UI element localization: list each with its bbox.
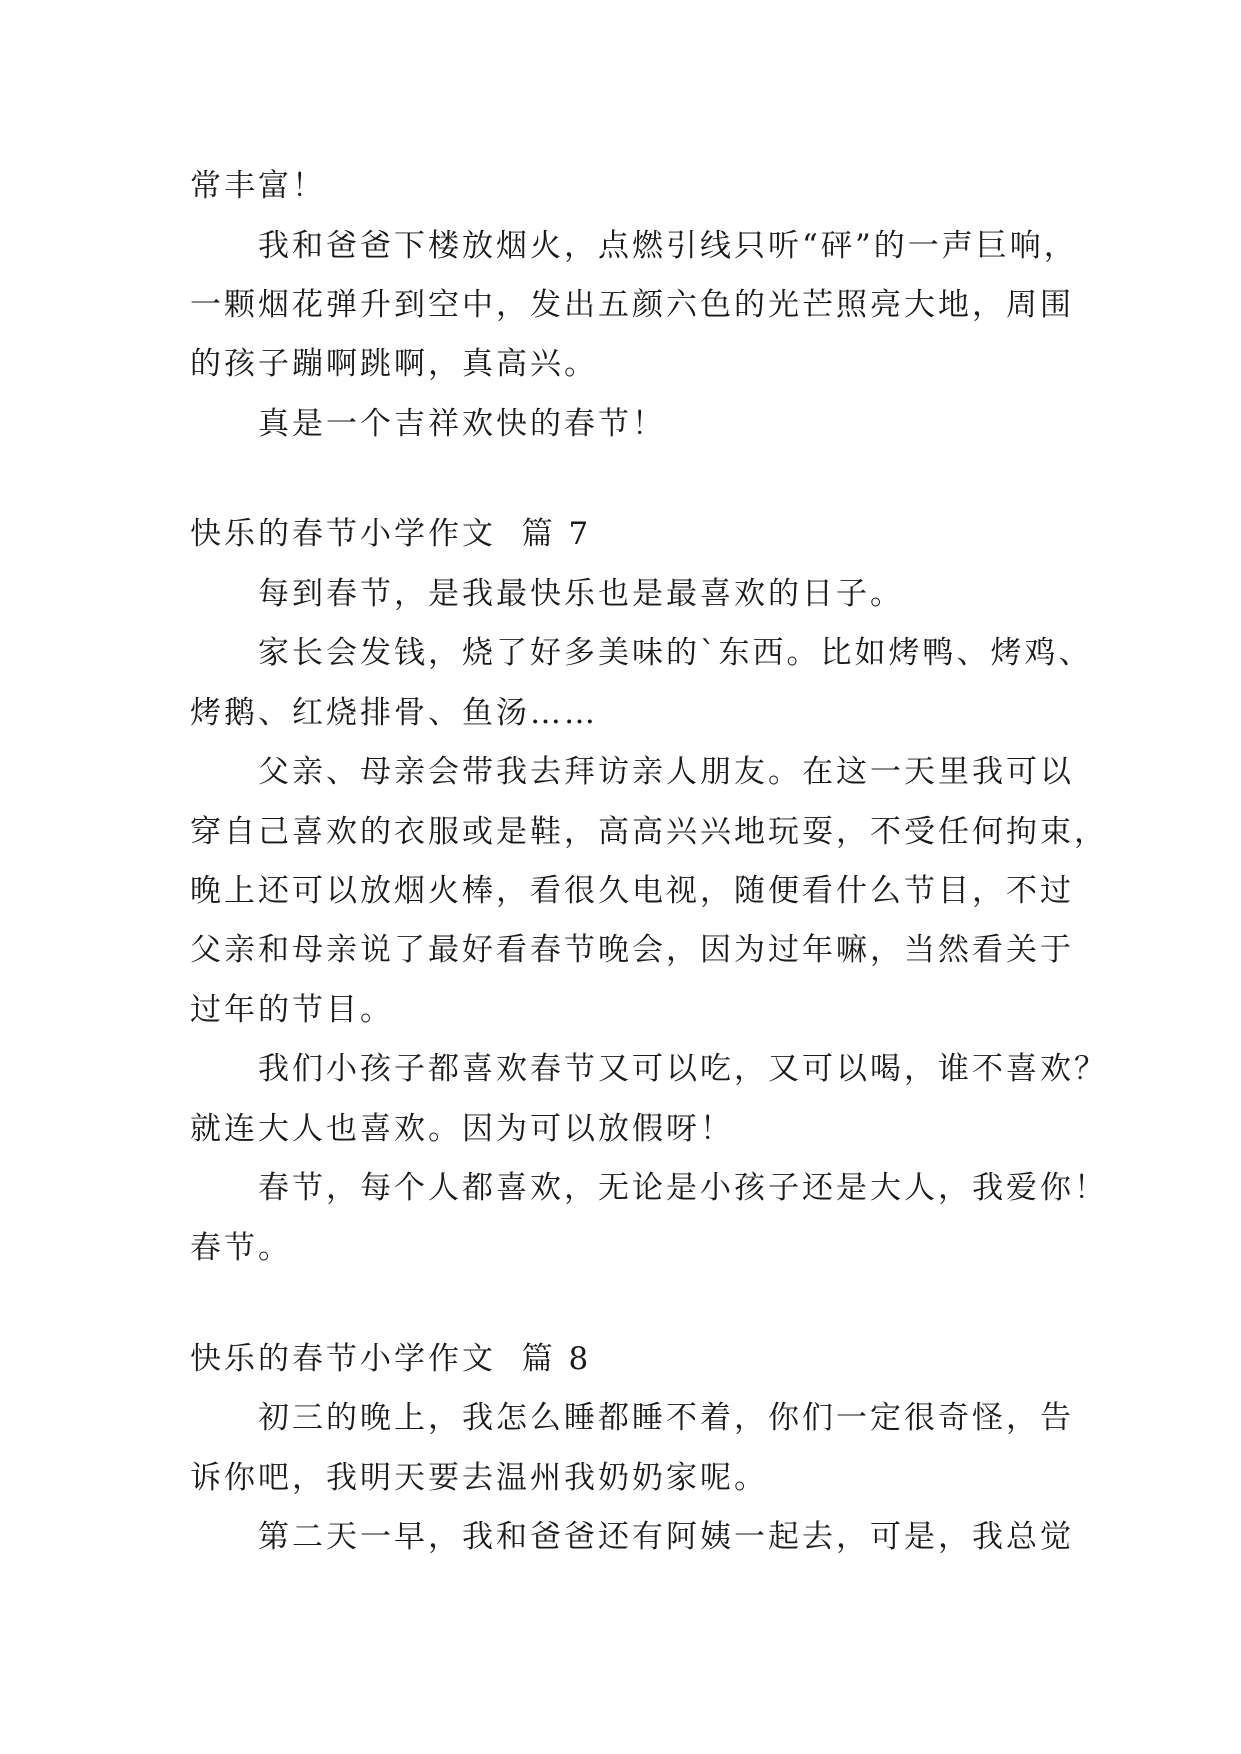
text-line: 烤鹅、红烧排骨、鱼汤……	[190, 695, 598, 731]
text-line: 诉你吧，我明天要去温州我奶奶家呢。	[190, 1460, 768, 1496]
text-line: 初三的晚上，我怎么睡都睡不着，你们一定很奇怪，告	[258, 1400, 1074, 1436]
text-line: 真是一个吉祥欢快的春节！	[258, 406, 666, 442]
text-line: 我和爸爸下楼放烟火，点燃引线只听“砰”的一声巨响，	[258, 228, 1078, 264]
text-line: 春节。	[190, 1230, 292, 1266]
text-line: 过年的节目。	[190, 992, 394, 1028]
text-line: 一颗烟花弹升到空中，发出五颜六色的光芒照亮大地，周围	[190, 287, 1074, 323]
text-line: 每到春节，是我最快乐也是最喜欢的日子。	[258, 576, 904, 612]
text-line: 春节，每个人都喜欢，无论是小孩子还是大人，我爱你！	[258, 1170, 1108, 1206]
text-line: 穿自己喜欢的衣服或是鞋，高高兴兴地玩耍，不受任何拘束，	[190, 814, 1108, 850]
text-line: 父亲和母亲说了最好看春节晚会，因为过年嘛，当然看关于	[190, 932, 1074, 968]
text-line: 的孩子蹦啊跳啊，真高兴。	[190, 346, 598, 382]
text-line: 家长会发钱，烧了好多美味的`东西。比如烤鸭、烤鸡、	[258, 635, 1093, 671]
section-heading: 快乐的春节小学作文 篇 8	[190, 1341, 592, 1377]
text-line: 第二天一早，我和爸爸还有阿姨一起去，可是，我总觉	[258, 1519, 1074, 1555]
text-line: 就连大人也喜欢。因为可以放假呀！	[190, 1111, 734, 1147]
text-line: 父亲、母亲会带我去拜访亲人朋友。在这一天里我可以	[258, 754, 1074, 790]
section-heading: 快乐的春节小学作文 篇 7	[190, 516, 592, 552]
text-line: 我们小孩子都喜欢春节又可以吃，又可以喝，谁不喜欢？	[258, 1051, 1108, 1087]
text-line: 晚上还可以放烟火棒，看很久电视，随便看什么节目，不过	[190, 873, 1074, 909]
text-line: 常丰富！	[190, 168, 326, 204]
